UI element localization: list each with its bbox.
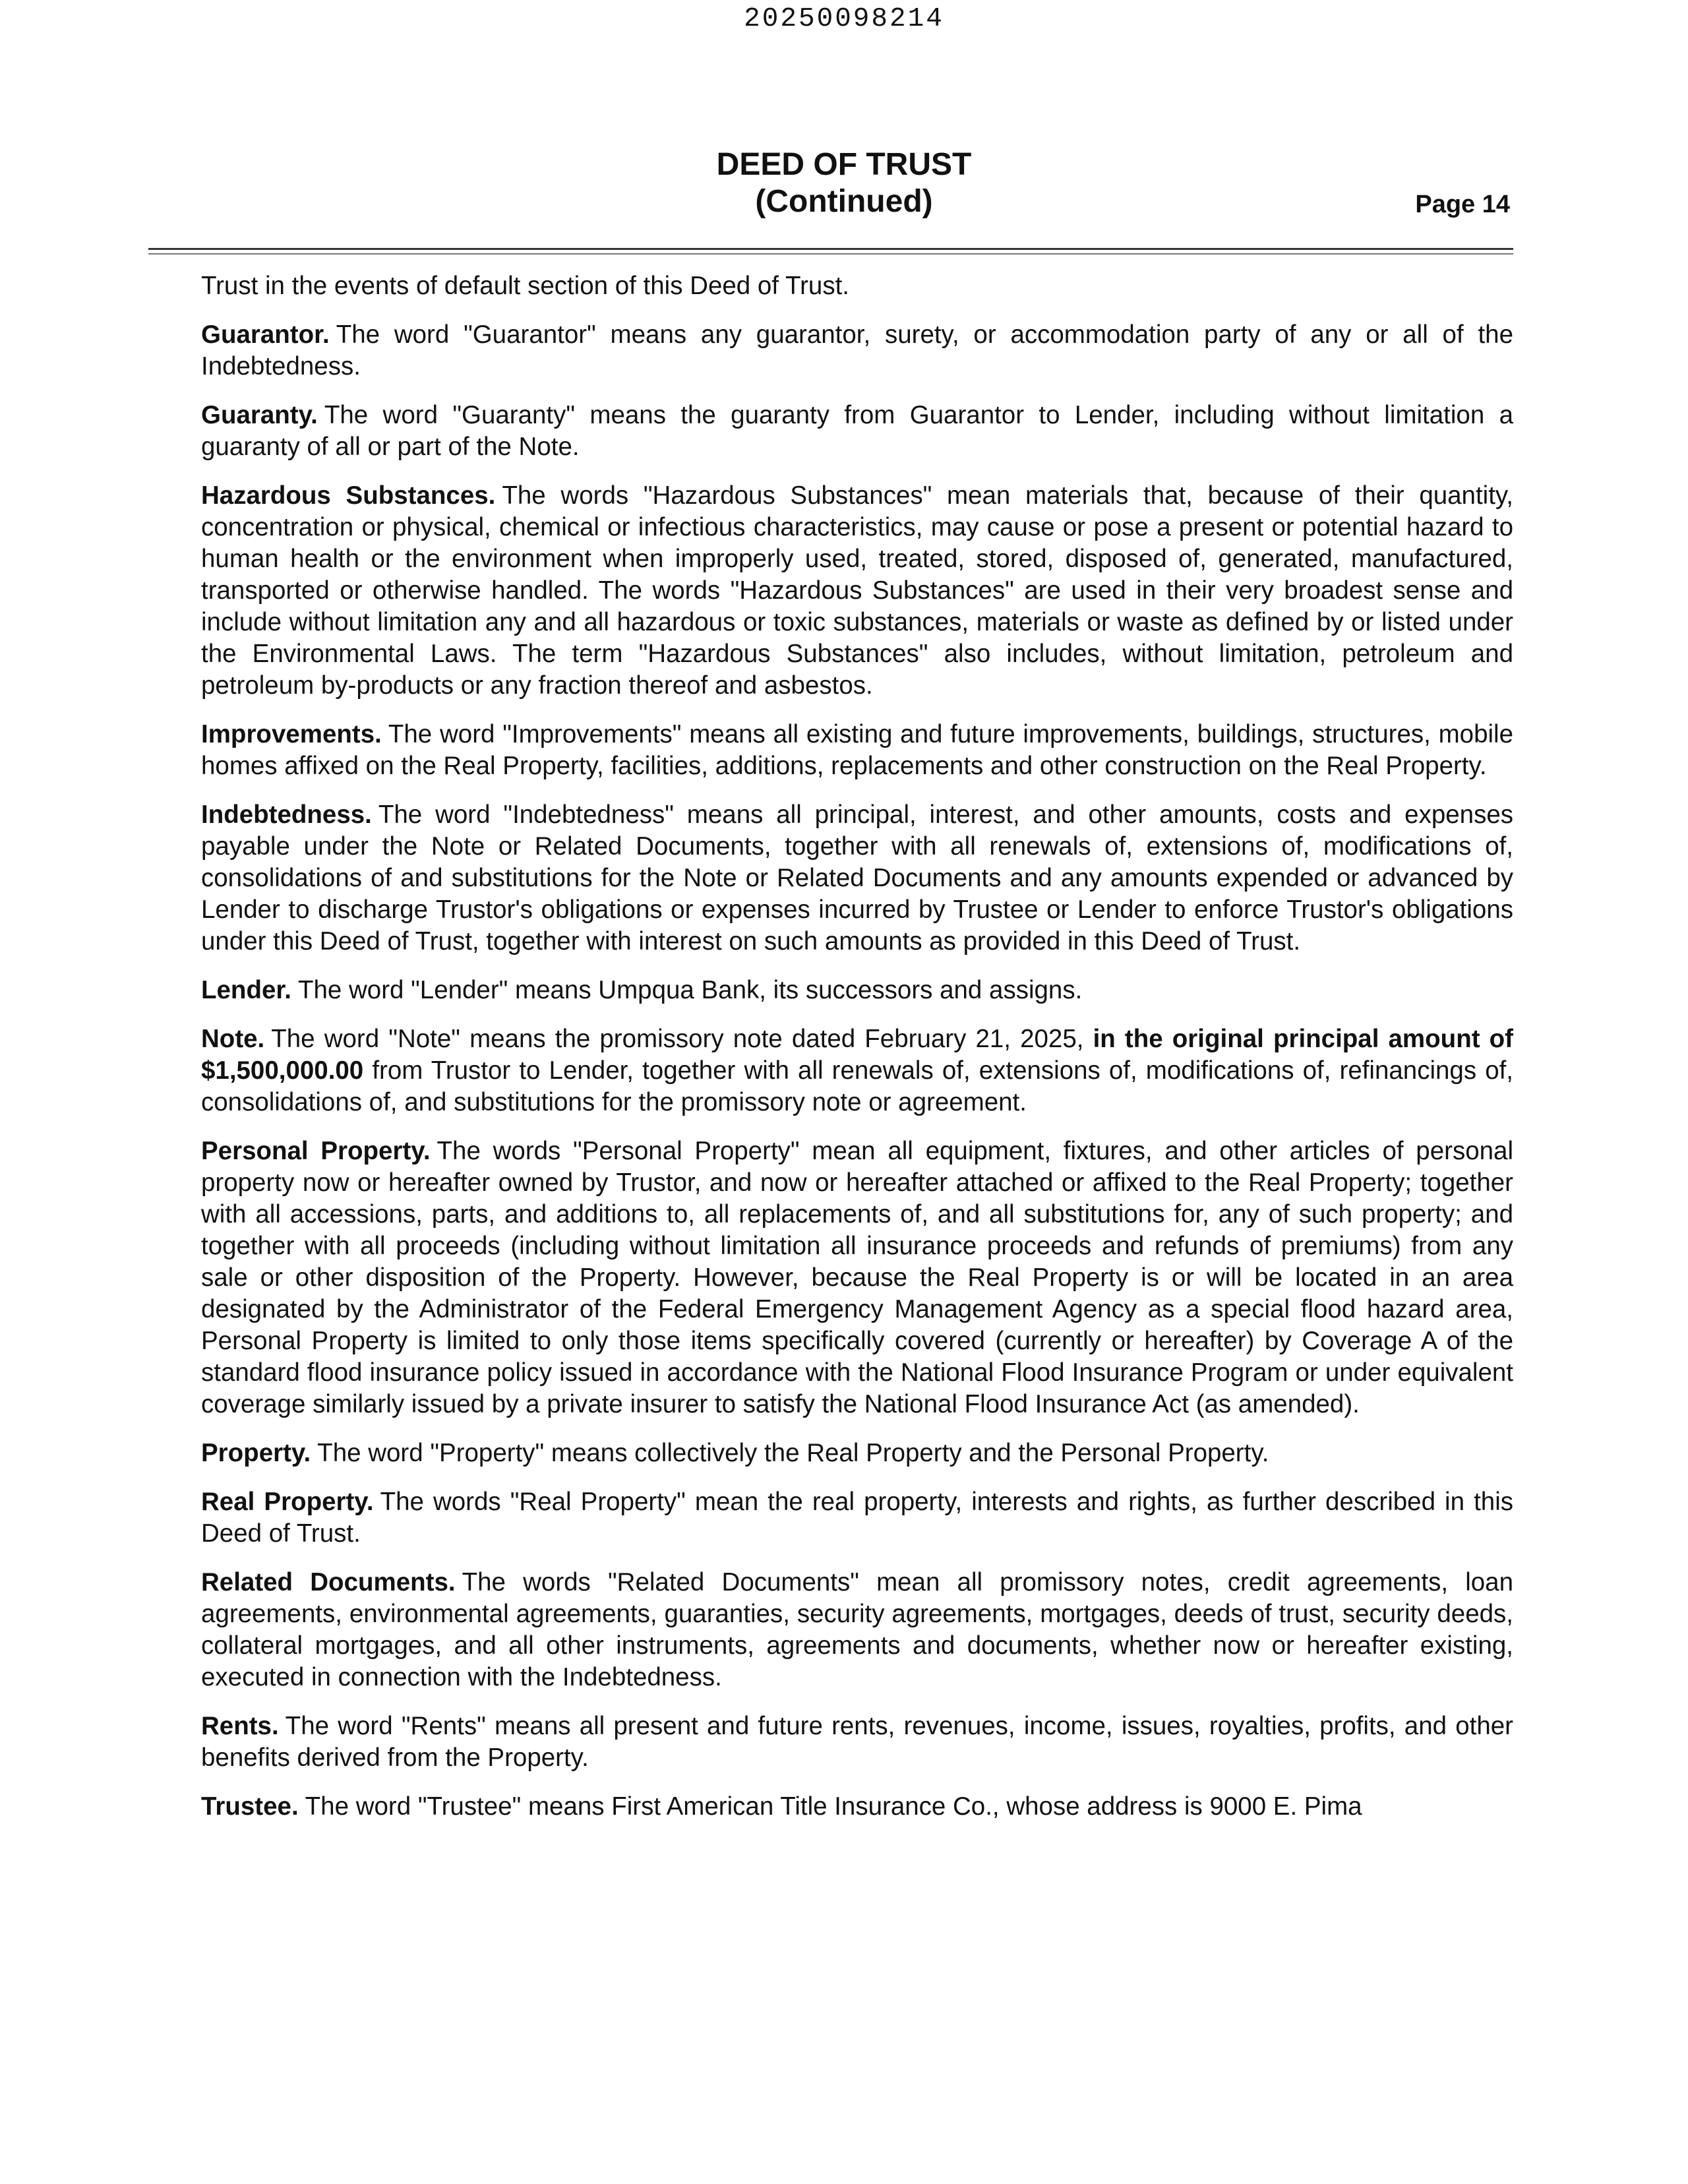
header-divider bbox=[148, 248, 1513, 250]
definition-improvements bbox=[201, 719, 1513, 782]
definition-indebtedness bbox=[201, 799, 1513, 957]
definition-text: The words "Real Property" mean the real property, interests and rights, as further described in this Deed of Trust. bbox=[201, 1488, 1513, 1548]
definition-text: The word "Indebtedness" means all principal, interest, and other amounts, costs and expenses payable under the Note or Related Documents, together with all renewals of, extensions of, modifications of, consolidations of and substitutions for the Note or Related Documents and any amounts expended or advanced by Lender to discharge Trustor's obligations or expenses incurred by Trustee or Lender to enforce Trustor's obligations under this Deed of Trust, together with interest on such amounts as provided in this Deed of Trust. bbox=[201, 801, 1513, 956]
definition-note bbox=[201, 1023, 1513, 1118]
recording-number: 20250098214 bbox=[744, 4, 944, 34]
definition-term: Personal Property. bbox=[201, 1137, 431, 1165]
definition-hazardous-substances bbox=[201, 480, 1513, 702]
definition-guarantor bbox=[201, 319, 1513, 382]
definition-personal-property bbox=[201, 1136, 1513, 1420]
intro-paragraph: Trust in the events of default section of this Deed of Trust. bbox=[201, 272, 849, 300]
definition-trustee bbox=[201, 1791, 1513, 1823]
definition-text: The word "Property" means collectively the Real Property and the Personal Property. bbox=[317, 1439, 1269, 1467]
definition-rents bbox=[201, 1711, 1513, 1774]
page-number: Page 14 bbox=[1415, 191, 1510, 218]
definition-text: The words "Hazardous Substances" mean materials that, because of their quantity, concentration or physical, chemical or infectious characteristics, may cause or pose a present or potential hazard to human health or the environment when improperly used, treated, stored, disposed of, generated, manufactured, transported or otherwise handled. The words "Hazardous Substances" are used in their very broadest sense and include without limitation any and all hazardous or toxic substances, materials or waste as defined by or listed under the Environmental Laws. The term "Hazardous Substances" also includes, without limitation, petroleum and petroleum by-products or any fraction thereof and asbestos. bbox=[201, 481, 1513, 700]
definition-text: The words "Personal Property" mean all equipment, fixtures, and other articles of personal property now or hereafter owned by Trustor, and now or hereafter attached or affixed to the Real Property; together with all accessions, parts, and additions to, all replacements of, and all substitutions for, any of such property; and together with all proceeds (including without limitation all insurance proceeds and refunds of premiums) from any sale or other disposition of the Property. However, because the Real Property is or will be located in an area designated by the Administrator of the Federal Emergency Management Agency as a special flood hazard area, Personal Property is limited to only those items specifically covered (currently or hereafter) by Coverage A of the standard flood insurance policy issued in accordance with the National Flood Insurance Program or under equivalent coverage similarly issued by a private insurer to satisfy the National Flood Insurance Act (as amended). bbox=[201, 1137, 1513, 1418]
definition-related-documents bbox=[201, 1567, 1513, 1693]
definition-text: The word "Guarantor" means any guarantor, surety, or accommodation party of any or all of the Indebtedness. bbox=[201, 320, 1513, 380]
definition-term: Hazardous Substances. bbox=[201, 481, 496, 510]
definition-text: The word "Lender" means Umpqua Bank, its successors and assigns. bbox=[297, 976, 1083, 1004]
definition-term: Note. bbox=[201, 1025, 265, 1053]
definition-term: Improvements. bbox=[201, 720, 382, 748]
definition-term: Guaranty. bbox=[201, 401, 318, 429]
definition-term: Property. bbox=[201, 1439, 311, 1467]
definition-guaranty bbox=[201, 400, 1513, 463]
definition-real-property bbox=[201, 1486, 1513, 1550]
definition-property bbox=[201, 1438, 1513, 1469]
definition-lender bbox=[201, 975, 1513, 1006]
definition-term: Related Documents. bbox=[201, 1568, 456, 1596]
definition-term: Real Property. bbox=[201, 1488, 374, 1516]
header-divider-secondary bbox=[148, 253, 1513, 255]
document-subtitle: (Continued) bbox=[755, 184, 933, 219]
definition-term: Indebtedness. bbox=[201, 801, 372, 829]
definition-text: The word "Rents" means all present and future rents, revenues, income, issues, royalties, profits, and other benefits derived from the Property. bbox=[201, 1712, 1513, 1772]
document-title: DEED OF TRUST bbox=[716, 147, 972, 182]
definition-text: from Trustor to Lender, together with all renewals of, extensions of, modifications of, refinancings of, consolidations of, and substitutions for the promissory note or agreement. bbox=[201, 1056, 1513, 1116]
document-body bbox=[201, 270, 1513, 1840]
definition-text: The words "Related Documents" mean all promissory notes, credit agreements, loan agreements, environmental agreements, guaranties, security agreements, mortgages, deeds of trust, security deeds, collateral mortgages, and all other instruments, agreements and documents, whether now or hereafter existing, executed in connection with the Indebtedness. bbox=[201, 1568, 1513, 1691]
definition-text: The word "Note" means the promissory note dated February 21, 2025, bbox=[271, 1025, 1084, 1053]
principal-amount-emphasis: in the original principal amount of $1,500,000.00 bbox=[201, 1025, 1513, 1085]
definition-text: The word "Trustee" means First American Title Insurance Co., whose address is 9000 E. Pima bbox=[305, 1792, 1362, 1821]
definition-term: Lender. bbox=[201, 976, 291, 1004]
definition-term: Guarantor. bbox=[201, 320, 330, 349]
definition-term: Rents. bbox=[201, 1712, 279, 1740]
definition-text: The word "Guaranty" means the guaranty from Guarantor to Lender, including without limitation a guaranty of all or part of the Note. bbox=[201, 401, 1513, 461]
definition-term: Trustee. bbox=[201, 1792, 299, 1821]
definition-text: The word "Improvements" means all existing and future improvements, buildings, structures, mobile homes affixed on the Real Property, facilities, additions, replacements and other construction on the Real Property. bbox=[201, 720, 1513, 780]
